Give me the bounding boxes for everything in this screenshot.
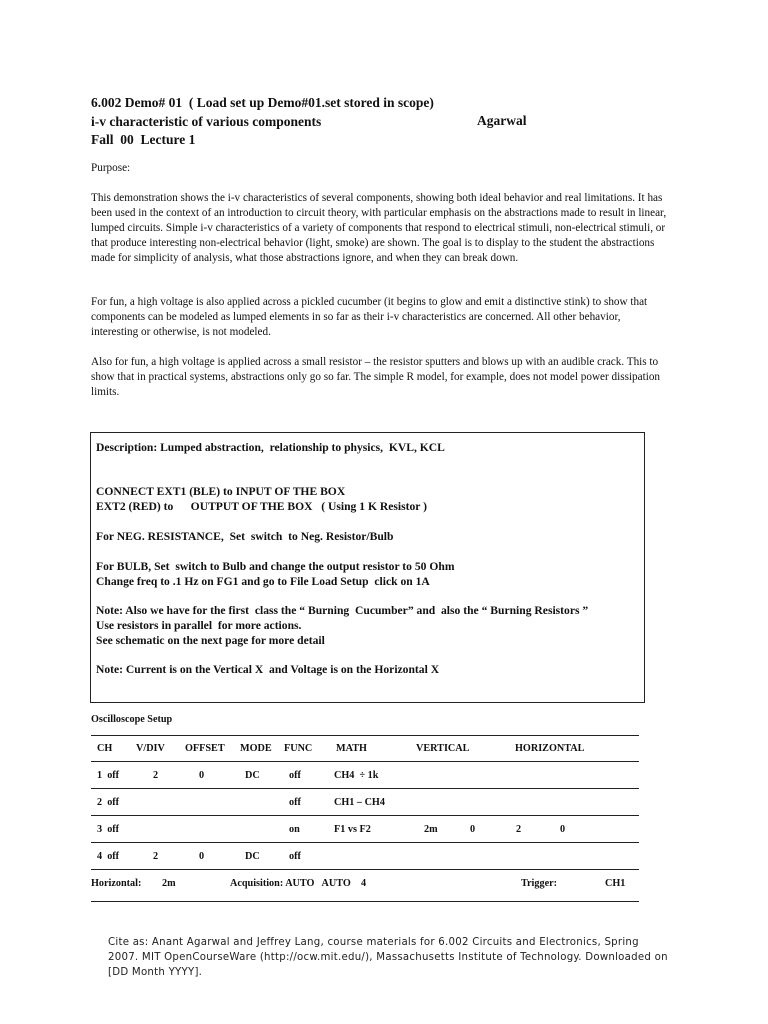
trigger-value: CH1 (605, 878, 626, 889)
table-rule (91, 788, 639, 789)
doc-author: Agarwal (477, 113, 527, 128)
row4-vdiv: 2 (153, 851, 159, 862)
horizontal-value: 2m (162, 878, 176, 889)
row2-ch: 2 off (97, 797, 120, 808)
header-vertical: VERTICAL (416, 743, 470, 754)
header-math: MATH (336, 743, 367, 754)
row1-ch: 1 off (97, 770, 120, 781)
purpose-label: Purpose: (91, 162, 131, 174)
row4-offset: 0 (199, 851, 205, 862)
row3-horizontal-scale: 2 (516, 824, 522, 835)
table-rule (91, 761, 639, 762)
doc-title: 6.002 Demo# 01 ( Load set up Demo#01.set stored in scope) (91, 95, 434, 110)
header-offset: OFFSET (185, 743, 225, 754)
row3-vertical-scale: 2m (424, 824, 438, 835)
box-note-2: Note: Current is on the Vertical X and Voltage is on the Horizontal X (96, 663, 440, 676)
box-connect-2: EXT2 (RED) to OUTPUT OF THE BOX ( Using 1 K Resistor ) (96, 500, 427, 513)
table-rule (91, 815, 639, 816)
citation: Cite as: Anant Agarwal and Jeffrey Lang, course materials for 6.002 Circuits and Electronics, Spring 2007. MIT OpenCourseWare (http://ocw.mit.edu/), Massachusetts Institute of Technology. Downloaded on [DD Month YYYY]. (108, 937, 668, 978)
row4-func: off (289, 851, 301, 862)
scope-title: Oscilloscope Setup (91, 714, 173, 725)
row2-func: off (289, 797, 301, 808)
doc-subtitle: i-v characteristic of various components (91, 114, 322, 129)
header-ch: CH (97, 743, 113, 754)
row1-offset: 0 (199, 770, 205, 781)
table-rule-top (91, 735, 639, 736)
row4-mode: DC (245, 851, 260, 862)
header-func: FUNC (284, 743, 313, 754)
doc-term: Fall 00 Lecture 1 (91, 132, 196, 147)
box-bulb-2: Change freq to .1 Hz on FG1 and go to File Load Setup click on 1A (96, 575, 430, 588)
header-horizontal: HORIZONTAL (515, 743, 585, 754)
table-rule-bottom (91, 901, 639, 902)
horizontal-label: Horizontal: (91, 878, 142, 889)
row1-mode: DC (245, 770, 260, 781)
row3-horizontal-offset: 0 (560, 824, 566, 835)
purpose-paragraph-2: For fun, a high voltage is also applied across a pickled cucumber (it begins to glow and emit a distinctive stink) to show that components can be modeled as lumped elements in so far as their i-v characteristics are concerned. All other behavior, interesting or otherwise, is not modeled. (91, 296, 648, 338)
box-bulb-1: For BULB, Set switch to Bulb and change the output resistor to 50 Ohm (96, 560, 455, 573)
row3-math: F1 vs F2 (334, 824, 371, 835)
row2-math: CH1 – CH4 (334, 797, 385, 808)
row1-math: CH4 ÷ 1k (334, 770, 379, 781)
table-rule (91, 842, 639, 843)
table-rule (91, 869, 639, 870)
header-vdiv: V/DIV (136, 743, 165, 754)
header-mode: MODE (240, 743, 272, 754)
box-neg-resistance: For NEG. RESISTANCE, Set switch to Neg. Resistor/Bulb (96, 530, 394, 543)
box-note-1b: Use resistors in parallel for more actions. (96, 619, 302, 632)
row1-func: off (289, 770, 301, 781)
box-connect-1: CONNECT EXT1 (BLE) to INPUT OF THE BOX (96, 485, 346, 498)
box-note-1a: Note: Also we have for the first class the “ Burning Cucumber” and also the “ Burning Resistors ” (96, 604, 589, 617)
box-note-1c: See schematic on the next page for more detail (96, 634, 325, 647)
row3-ch: 3 off (97, 824, 120, 835)
acquisition-setting: Acquisition: AUTO AUTO 4 (230, 878, 367, 889)
purpose-paragraph-3: Also for fun, a high voltage is applied across a small resistor – the resistor sputters and blows up with an audible crack. This to show that in practical systems, abstractions only go so far. The simple R model, for example, does not model power dissipation limits. (91, 356, 661, 398)
row3-vertical-offset: 0 (470, 824, 476, 835)
row1-vdiv: 2 (153, 770, 159, 781)
box-description: Description: Lumped abstraction, relationship to physics, KVL, KCL (96, 441, 445, 454)
row4-ch: 4 off (97, 851, 120, 862)
row3-func: on (289, 824, 300, 835)
purpose-paragraph-1: This demonstration shows the i-v characteristics of several components, showing both ideal behavior and real limitations. It has been used in the context of an introduction to circuit theory, with particular emphasis on the abstractions made to result in linear, lumped circuits. Simple i-v characteristics of a variety of components that respond to electrical stimuli, non-electrical stimuli, or that produce interesting non-electrical behavior (light, smoke) are shown. The goal is to display to the student the abstractions made for simplicity of analysis, what those abstractions ignore, and when they can break down. (91, 192, 667, 264)
trigger-label: Trigger: (521, 878, 558, 889)
